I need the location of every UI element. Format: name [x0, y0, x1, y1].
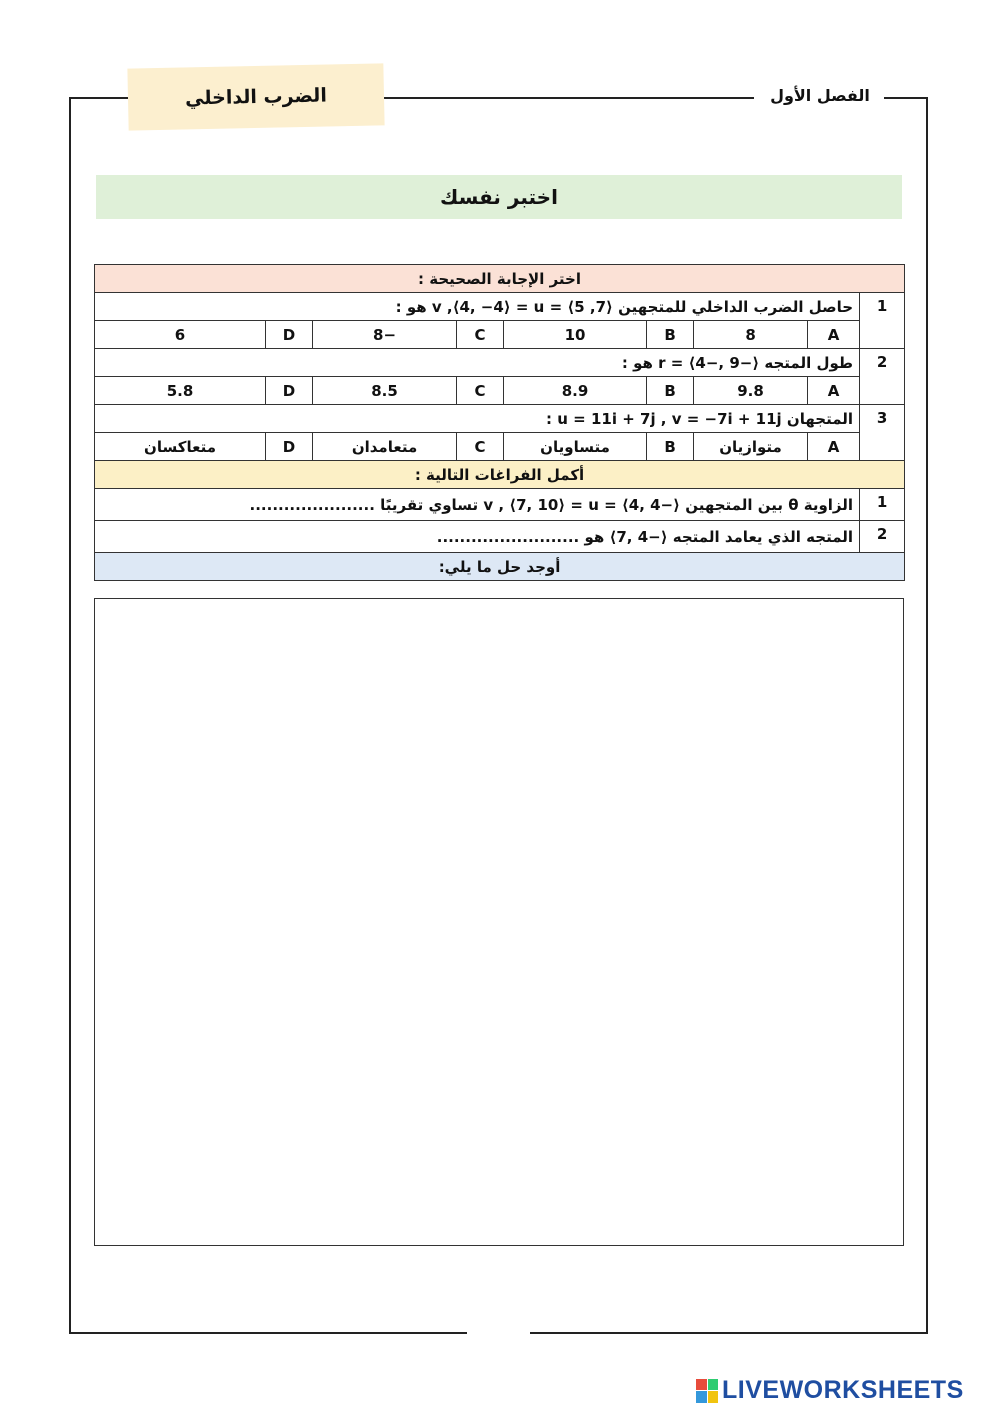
option-answer[interactable]: متساويان	[504, 433, 647, 461]
option-letter: B	[647, 433, 694, 461]
liveworksheets-logo	[696, 1376, 964, 1405]
option-letter: B	[647, 321, 694, 349]
frame-top-left	[70, 97, 130, 99]
topic-tab: الضرب الداخلي	[127, 63, 384, 130]
option-letter: A	[808, 321, 860, 349]
frame-bottom-right	[530, 1332, 928, 1334]
frame-right	[926, 97, 928, 1334]
option-answer[interactable]: 10	[504, 321, 647, 349]
frame-bottom-left	[69, 1332, 467, 1334]
option-letter: A	[808, 377, 860, 405]
worksheet-table	[94, 264, 905, 581]
option-letter: C	[457, 377, 504, 405]
option-answer[interactable]: 8	[694, 321, 808, 349]
logo-text: LIVEWORKSHEETS	[722, 1376, 964, 1404]
question-text: المتجهان u = 11i + 7j , v = −7i + 11j :	[95, 405, 860, 433]
option-letter: C	[457, 321, 504, 349]
chapter-label: الفصل الأول	[760, 86, 880, 105]
option-answer[interactable]: 9.8	[694, 377, 808, 405]
fill-item-number: 1	[860, 489, 905, 521]
solve-section-title: أوجد حل ما يلي:	[95, 553, 905, 581]
option-answer[interactable]: متوازيان	[694, 433, 808, 461]
option-answer[interactable]: 8.9	[504, 377, 647, 405]
option-letter: D	[266, 377, 313, 405]
option-answer[interactable]: 8.5	[313, 377, 457, 405]
option-letter: A	[808, 433, 860, 461]
fill-item-text[interactable]: الزاوية θ بين المتجهين ⟨−4 ,4⟩ = v , ⟨7, 10⟩ = u تساوي تقريبًا ......................	[95, 489, 860, 521]
option-answer[interactable]: 6	[95, 321, 266, 349]
option-letter: C	[457, 433, 504, 461]
fill-item-number: 2	[860, 521, 905, 553]
option-letter: D	[266, 433, 313, 461]
question-number: 3	[860, 405, 905, 461]
option-answer[interactable]: متعاكسان	[95, 433, 266, 461]
question-text: حاصل الضرب الداخلي للمتجهين ⟨7, 5⟩ = v ,⟨4, −4⟩ = u هو :	[95, 293, 860, 321]
mcq-section-title: اختر الإجابة الصحيحة :	[95, 265, 905, 293]
question-number: 2	[860, 349, 905, 405]
answer-work-area[interactable]	[94, 598, 904, 1246]
option-letter: B	[647, 377, 694, 405]
frame-left	[69, 97, 71, 1334]
question-number: 1	[860, 293, 905, 349]
fill-section-title: أكمل الفراغات التالية :	[95, 461, 905, 489]
option-answer[interactable]: متعامدان	[313, 433, 457, 461]
fill-item-text[interactable]: المتجه الذي يعامد المتجه ⟨−4 ,7⟩ هو .........................	[95, 521, 860, 553]
frame-top-right	[884, 97, 928, 99]
option-answer[interactable]: −8	[313, 321, 457, 349]
test-yourself-banner: اختبر نفسك	[96, 175, 902, 219]
option-answer[interactable]: 5.8	[95, 377, 266, 405]
option-letter: D	[266, 321, 313, 349]
question-text: طول المتجه ⟨−9 ,−4⟩ = r هو :	[95, 349, 860, 377]
logo-mark-icon	[696, 1379, 718, 1403]
frame-top-middle	[384, 97, 754, 99]
